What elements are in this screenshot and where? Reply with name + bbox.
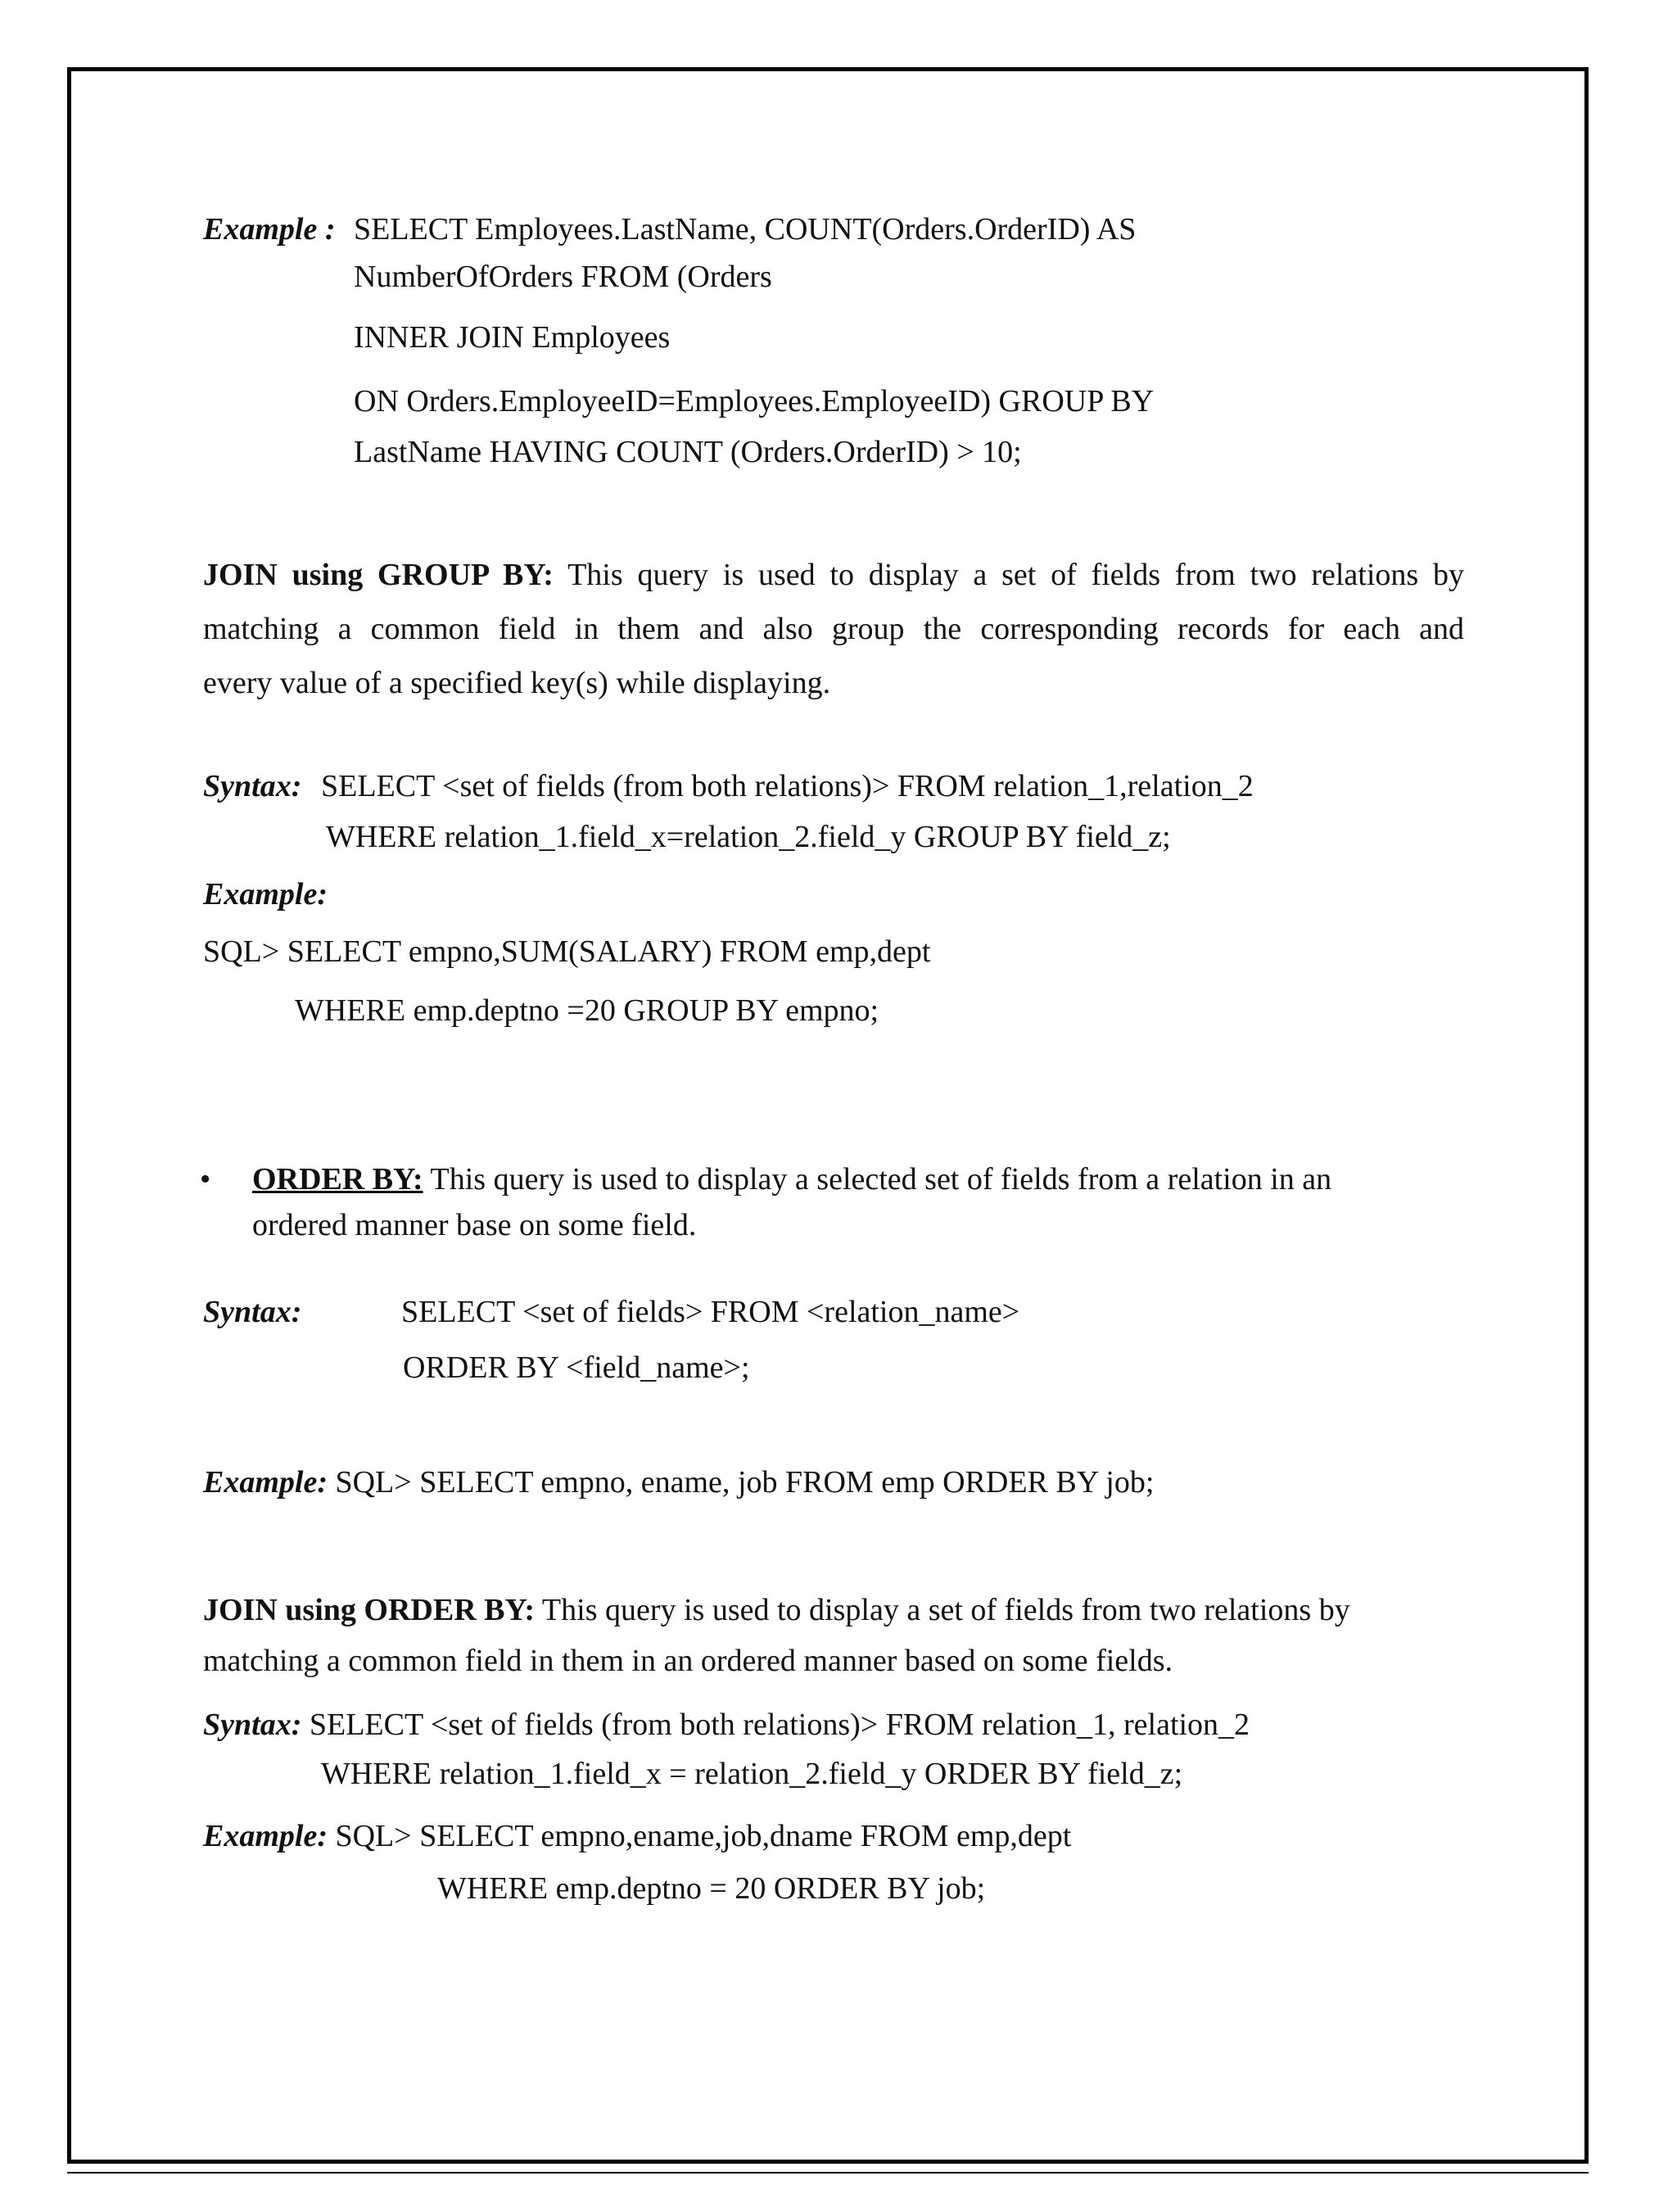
example-code-line-5: LastName HAVING COUNT (Orders.OrderID) > 10; <box>354 435 1022 469</box>
example-code-line-3: INNER JOIN Employees <box>354 320 671 355</box>
join-order-syntax-label: Syntax: <box>203 1708 302 1742</box>
join-group-paragraph-line-2: matching a common field in them and also group the corresponding records for each and <box>203 612 1464 646</box>
join-order-text-1: This query is used to display a set of fields from two relations by <box>541 1593 1350 1627</box>
example-label: Example : <box>203 212 336 247</box>
order-by-heading: ORDER BY: <box>252 1162 423 1196</box>
join-order-example-line-1-row <box>203 1818 1071 1854</box>
order-by-example-code: SQL> SELECT empno, ename, job FROM emp ORDER BY job; <box>335 1465 1155 1500</box>
order-by-text-1: This query is used to display a selected set of fields from a relation in an <box>430 1162 1332 1196</box>
join-order-syntax-line-1: SELECT <set of fields (from both relations)> FROM relation_1, relation_2 <box>309 1708 1250 1742</box>
order-by-example-line <box>203 1464 1154 1500</box>
join-order-syntax-line-2: WHERE relation_1.field_x = relation_2.field_y ORDER BY field_z; <box>321 1757 1183 1791</box>
join-group-heading: JOIN using GROUP BY: <box>203 558 554 592</box>
order-by-syntax-line-1: SELECT <set of fields> FROM <relation_name> <box>401 1295 1020 1329</box>
join-order-example-label: Example: <box>203 1819 328 1853</box>
bullet-icon: • <box>200 1162 211 1196</box>
join-group-syntax-line-2: WHERE relation_1.field_x=relation_2.field_y GROUP BY field_z; <box>326 820 1171 854</box>
join-order-syntax-line-1-row <box>203 1707 1250 1743</box>
join-group-example-label: Example: <box>203 877 328 911</box>
join-group-example-line-2: WHERE emp.deptno =20 GROUP BY empno; <box>295 993 879 1028</box>
join-order-heading: JOIN using ORDER BY: <box>203 1593 536 1627</box>
join-order-example-line-2: WHERE emp.deptno = 20 ORDER BY job; <box>437 1871 986 1906</box>
join-group-paragraph-line-3: every value of a specified key(s) while displaying. <box>203 666 831 700</box>
join-group-syntax-label: Syntax: <box>203 769 302 803</box>
order-by-syntax-label: Syntax: <box>203 1295 302 1329</box>
example-code-line-2: NumberOfOrders FROM (Orders <box>354 260 772 294</box>
order-by-example-label: Example: <box>203 1465 328 1500</box>
join-group-example-line-1: SQL> SELECT empno,SUM(SALARY) FROM emp,dept <box>203 934 931 969</box>
example-code-line-4: ON Orders.EmployeeID=Employees.EmployeeID) GROUP BY <box>354 384 1155 418</box>
join-group-syntax-line-1: SELECT <set of fields (from both relations)> FROM relation_1,relation_2 <box>321 769 1254 803</box>
order-by-paragraph-line-1 <box>252 1161 1331 1197</box>
join-order-example-line-1: SQL> SELECT empno,ename,job,dname FROM emp,dept <box>335 1819 1072 1853</box>
join-order-paragraph-line-1 <box>203 1592 1350 1628</box>
join-group-paragraph-line-1 <box>203 557 1464 593</box>
page-border-double-line <box>67 2172 1589 2174</box>
order-by-paragraph-line-2: ordered manner base on some field. <box>252 1208 697 1242</box>
example-code-line-1: SELECT Employees.LastName, COUNT(Orders.OrderID) AS <box>354 212 1137 247</box>
order-by-syntax-line-2: ORDER BY <field_name>; <box>403 1350 750 1385</box>
join-group-text-1: This query is used to display a set of fields from two relations by <box>567 558 1464 592</box>
join-order-paragraph-line-2: matching a common field in them in an ordered manner based on some fields. <box>203 1644 1173 1678</box>
